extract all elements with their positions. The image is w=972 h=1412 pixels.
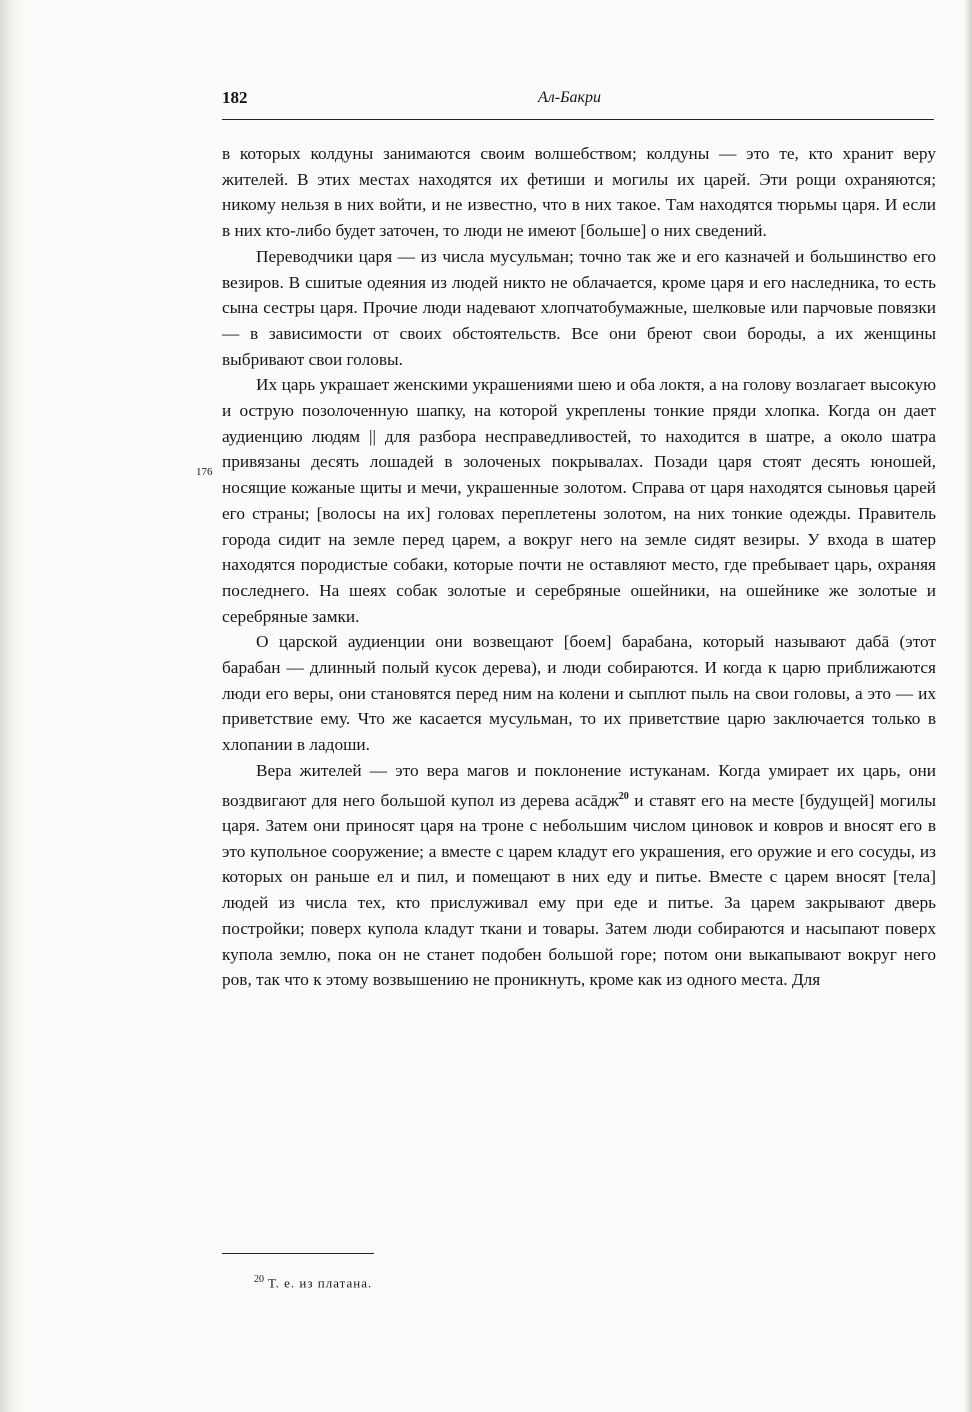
running-title: Ал-Бакри	[538, 89, 601, 106]
page-number: 182	[222, 88, 248, 107]
footnote-rule	[222, 1253, 374, 1254]
body-text	[222, 141, 936, 993]
faith-text-end: и ставят его на месте [будущей] могилы царя. Затем они приносят царя на троне с небольшим числом циновок и ковров и вносят его в это купольное сооружение; а вместе с царем кладут его украшения, его оружие и его сосуды, из которых он раньше ел и пил, и помещают в них еду и питье. Вместе с царем вносят [тела] людей из числа тех, кто прислуживал ему при еде и питье. За царем закрывают дверь постройки; поверх купола кладут ткани и товары. Затем люди собираются и насыпают поверх купола землю, пока он не станет подобен большой горе; потом они выкапывают вокруг него ров, так что к этому возвышению не проникнуть, кроме как из одного места. Для	[222, 790, 937, 990]
scan-left-edge	[0, 0, 26, 1412]
margin-page-reference: 176	[196, 466, 213, 478]
paragraph-faith	[222, 758, 936, 993]
faith-text-start: Вера жителей — это вера магов и поклонение истуканам. Когда умирает их царь, они воздвигают для него большой купол из дерева асāдж	[222, 760, 936, 810]
page-header	[222, 88, 938, 118]
paragraph-drum: О царской аудиенции они возвещают [боем] барабана, который называют дабā (этот барабан — длинный полый кусок дерева), и люди собираются. И когда к царю приближаются люди его веры, они становятся перед ним на колени и сыплют пыль на свои головы, а это — их приветствие ему. Что же касается мусульман, то их приветствие царю заключается только в хлопании в ладоши.	[222, 632, 936, 755]
paragraph-king-audience: Их царь украшает женскими украшениями шею и оба локтя, а на голову возлагает высокую и острую позолоченную шапку, на которой укреплены тонкие пряди хлопка. Когда он дает аудиенцию людям || для разбора несправедливостей, то находится в шатре, а около шатра привязаны десять лошадей в золоченых покрывалах. Позади царя стоят десять юношей, носящие кожаные щиты и мечи, украшенные золотом. Справа от царя находятся сыновья царей его страны; [волосы на их] головах переплетены золотом, на них тонкие одежды. Правитель города сидит на земле перед царем, а вокруг него на земле сидят везиры. У входа в шатер находятся породистые собаки, которые почти не оставляют место, где пребывает царь, охраняя последнего. На шеях собак золотые и серебряные ошейники, на ошейнике же золотые и серебряные замки.	[222, 375, 936, 626]
footnote-number: 20	[254, 1274, 264, 1285]
scan-right-edge	[964, 0, 972, 1412]
footnote-reference: 20	[618, 790, 629, 802]
paragraph-interpreters: Переводчики царя — из числа мусульман; точно так же и его казначей и большинство его везиров. В сшитые одеяния из людей никто не облачается, кроме царя и его наследника, то есть сына сестры царя. Прочие люди надевают хлопчатобумажные, шелковые или парчовые повязки — в зависимости от своих обстоятельств. Все они бреют свои бороды, а их женщины выбривают свои головы.	[222, 246, 936, 369]
footnote	[254, 1274, 372, 1291]
footnote-text: Т. е. из платана.	[268, 1275, 373, 1291]
header-rule	[222, 119, 934, 120]
paragraph-continuation: в которых колдуны занимаются своим волшебством; колдуны — это те, кто хранит веру жителей. В этих местах находятся их фетиши и могилы их царей. Эти рощи охраняются; никому нельзя в них войти, и не известно, что в них такое. Там находятся тюрьмы царя. И если в них кто-либо будет заточен, то люди не имеют [больше] о них сведений.	[222, 144, 936, 241]
